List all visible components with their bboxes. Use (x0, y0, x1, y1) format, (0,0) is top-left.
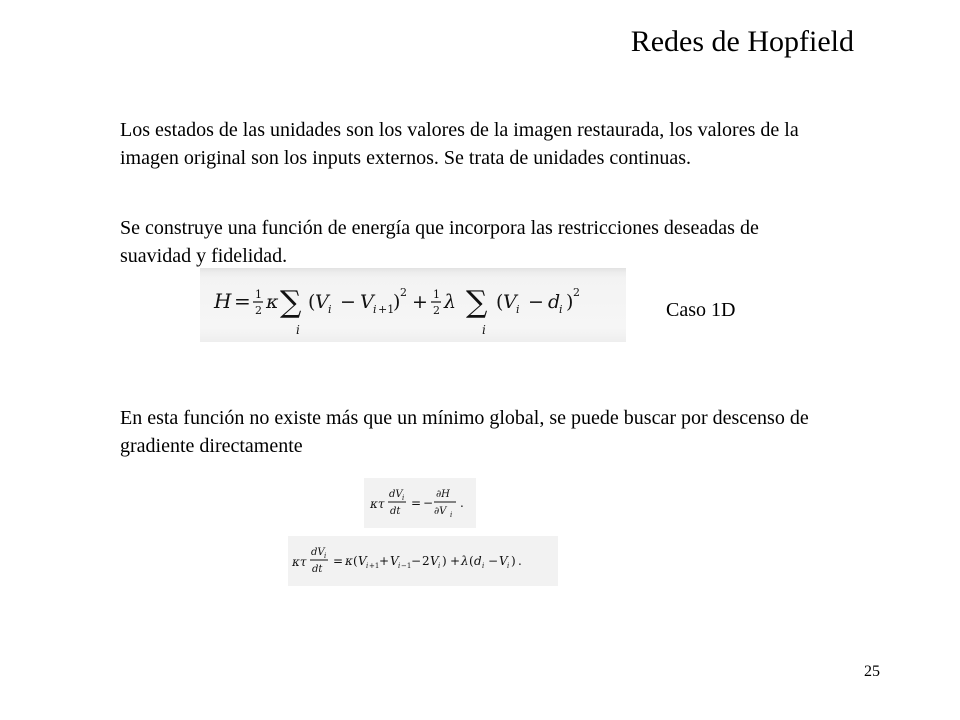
svg-text:2: 2 (255, 304, 262, 317)
page-number: 25 (864, 663, 880, 680)
svg-text:∂V: ∂V (434, 506, 447, 517)
paragraph-global-minimum: En esta función no existe más que un mínimo global, se puede buscar por descenso de gradiente directamente (120, 407, 809, 457)
svg-text:i: i (366, 562, 369, 570)
svg-text:V: V (499, 554, 508, 568)
svg-text:+: + (379, 554, 390, 568)
svg-text:V: V (430, 554, 439, 568)
svg-text:κτ: κτ (370, 497, 385, 511)
svg-text:(: ( (308, 291, 316, 313)
svg-text:1: 1 (433, 288, 440, 301)
svg-text:+: + (450, 554, 461, 568)
svg-text:V: V (360, 291, 374, 313)
svg-text:i: i (373, 303, 377, 316)
svg-text:+1: +1 (378, 303, 395, 316)
svg-text:i: i (559, 303, 563, 316)
svg-text:i: i (516, 303, 520, 316)
case-label: Caso 1D (666, 299, 736, 321)
svg-text:d: d (548, 291, 561, 313)
svg-text:=: = (333, 554, 344, 568)
svg-text:i: i (450, 511, 453, 519)
svg-text:2: 2 (400, 286, 407, 299)
svg-text:λ: λ (444, 291, 457, 313)
svg-text:1: 1 (255, 288, 262, 301)
svg-text:d: d (474, 554, 482, 568)
svg-text:∂H: ∂H (436, 489, 450, 500)
svg-text:(: ( (469, 554, 474, 568)
svg-text:i: i (507, 562, 510, 570)
svg-text:V: V (503, 291, 517, 313)
svg-text:V: V (390, 554, 399, 568)
svg-text:): ) (511, 554, 516, 568)
svg-text:−: − (340, 291, 356, 313)
svg-text:−: − (488, 554, 499, 568)
paragraph-states: Los estados de las unidades son los valores de la imagen restaurada, los valores de la imagen original son los inputs externos. Se trata de unidades continuas. (120, 119, 799, 169)
svg-text:.: . (460, 496, 464, 510)
svg-text:κ: κ (345, 554, 353, 568)
svg-text:H: H (214, 289, 232, 313)
svg-text:2: 2 (573, 286, 580, 299)
svg-text:λ: λ (461, 554, 469, 568)
svg-text:i: i (482, 562, 485, 570)
slide-title: Redes de Hopfield (630, 25, 854, 58)
svg-text:.: . (518, 554, 522, 568)
svg-text:i: i (328, 303, 332, 316)
energy-equation (200, 268, 626, 342)
svg-text:−1: −1 (401, 562, 412, 570)
svg-text:i: i (438, 562, 441, 570)
gradient-descent-equation (364, 478, 476, 528)
svg-text:): ) (566, 291, 574, 313)
svg-text:+: + (412, 291, 428, 313)
svg-text:): ) (393, 291, 401, 313)
svg-text:κτ: κτ (292, 555, 307, 569)
svg-text:(: ( (496, 291, 504, 313)
svg-text:i: i (296, 323, 300, 337)
svg-text:dV: dV (311, 547, 325, 558)
svg-text:∑: ∑ (466, 285, 488, 320)
svg-text:κ: κ (266, 291, 279, 313)
svg-text:+1: +1 (369, 562, 380, 570)
svg-text:): ) (442, 554, 447, 568)
svg-text:i: i (324, 552, 327, 560)
svg-text:V: V (358, 554, 367, 568)
svg-text:−: − (411, 554, 422, 568)
svg-text:=: = (234, 289, 251, 313)
svg-text:2: 2 (433, 304, 440, 317)
update-rule-equation (288, 536, 558, 586)
svg-text:∑: ∑ (280, 285, 302, 320)
svg-text:dV: dV (389, 489, 403, 500)
svg-text:−: − (423, 496, 434, 510)
svg-text:i: i (398, 562, 401, 570)
svg-text:i: i (482, 323, 486, 337)
svg-text:i: i (402, 494, 405, 502)
svg-text:dt: dt (312, 564, 323, 575)
svg-text:dt: dt (390, 506, 401, 517)
paragraph-energy-function: Se construye una función de energía que incorpora las restricciones deseadas de suavidad y fidelidad. (120, 217, 759, 267)
svg-text:2: 2 (422, 554, 430, 568)
svg-text:V: V (315, 291, 329, 313)
svg-text:=: = (411, 496, 422, 510)
svg-text:(: ( (353, 554, 358, 568)
svg-text:−: − (528, 291, 544, 313)
